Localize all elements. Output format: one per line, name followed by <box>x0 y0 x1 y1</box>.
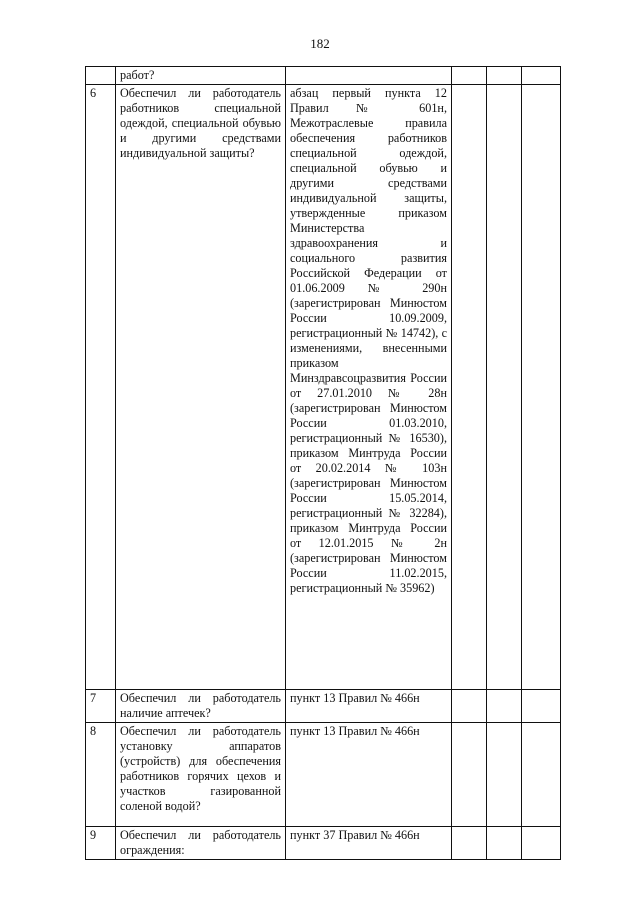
answer-na-cell <box>522 85 561 690</box>
row-number: 9 <box>86 827 116 860</box>
answer-yes-cell <box>452 690 487 723</box>
question-cell: работ? <box>116 67 286 85</box>
table-row <box>86 723 561 827</box>
checklist-table <box>85 66 561 860</box>
answer-no-cell <box>487 85 522 690</box>
reference-cell: пункт 13 Правил № 466н <box>286 690 452 723</box>
reference-cell: пункт 37 Правил № 466н <box>286 827 452 860</box>
answer-yes-cell <box>452 85 487 690</box>
answer-yes-cell <box>452 723 487 827</box>
question-cell: Обеспечил ли работодатель работников специальной одеждой, специальной обувью и другими средствами индивидуальной защиты? <box>116 85 286 690</box>
answer-na-cell <box>522 723 561 827</box>
question-cell: Обеспечил ли работодатель наличие аптечек? <box>116 690 286 723</box>
reference-cell <box>286 67 452 85</box>
reference-cell: пункт 13 Правил № 466н <box>286 723 452 827</box>
answer-na-cell <box>522 67 561 85</box>
question-cell: Обеспечил ли работодатель установку аппаратов (устройств) для обеспечения работников горячих цехов и участков газированной соленой водой? <box>116 723 286 827</box>
page-number: 182 <box>310 36 330 51</box>
answer-no-cell <box>487 67 522 85</box>
row-number: 7 <box>86 690 116 723</box>
answer-na-cell <box>522 827 561 860</box>
answer-yes-cell <box>452 67 487 85</box>
answer-no-cell <box>487 827 522 860</box>
answer-yes-cell <box>452 827 487 860</box>
answer-no-cell <box>487 690 522 723</box>
row-number: 8 <box>86 723 116 827</box>
row-number: 6 <box>86 85 116 690</box>
table-row <box>86 690 561 723</box>
answer-no-cell <box>487 723 522 827</box>
question-cell: Обеспечил ли работодатель ограждения: <box>116 827 286 860</box>
reference-cell: абзац первый пункта 12 Правил № 601н, Межотраслевые правила обеспечения работников специальной одеждой, специальной обувью и другими средствами индивидуальной защиты, утвержденные приказом Министерства здравоохранения и социального развития Российской Федерации от 01.06.2009 № 290н (зарегистрирован Минюстом России 10.09.2009, регистрационный № 14742), с изменениями, внесенными приказом Минздравсоцразвития России от 27.01.2010 № 28н (зарегистрирован Минюстом России 01.03.2010, регистрационный № 16530), приказом Минтруда России от 20.02.2014 № 103н (зарегистрирован Минюстом России 15.05.2014, регистрационный № 32284), приказом Минтруда России от 12.01.2015 № 2н (зарегистрирован Минюстом России 11.02.2015, регистрационный № 35962) <box>286 85 452 690</box>
answer-na-cell <box>522 690 561 723</box>
table-row <box>86 85 561 690</box>
table-row <box>86 67 561 85</box>
table-row <box>86 827 561 860</box>
row-number <box>86 67 116 85</box>
